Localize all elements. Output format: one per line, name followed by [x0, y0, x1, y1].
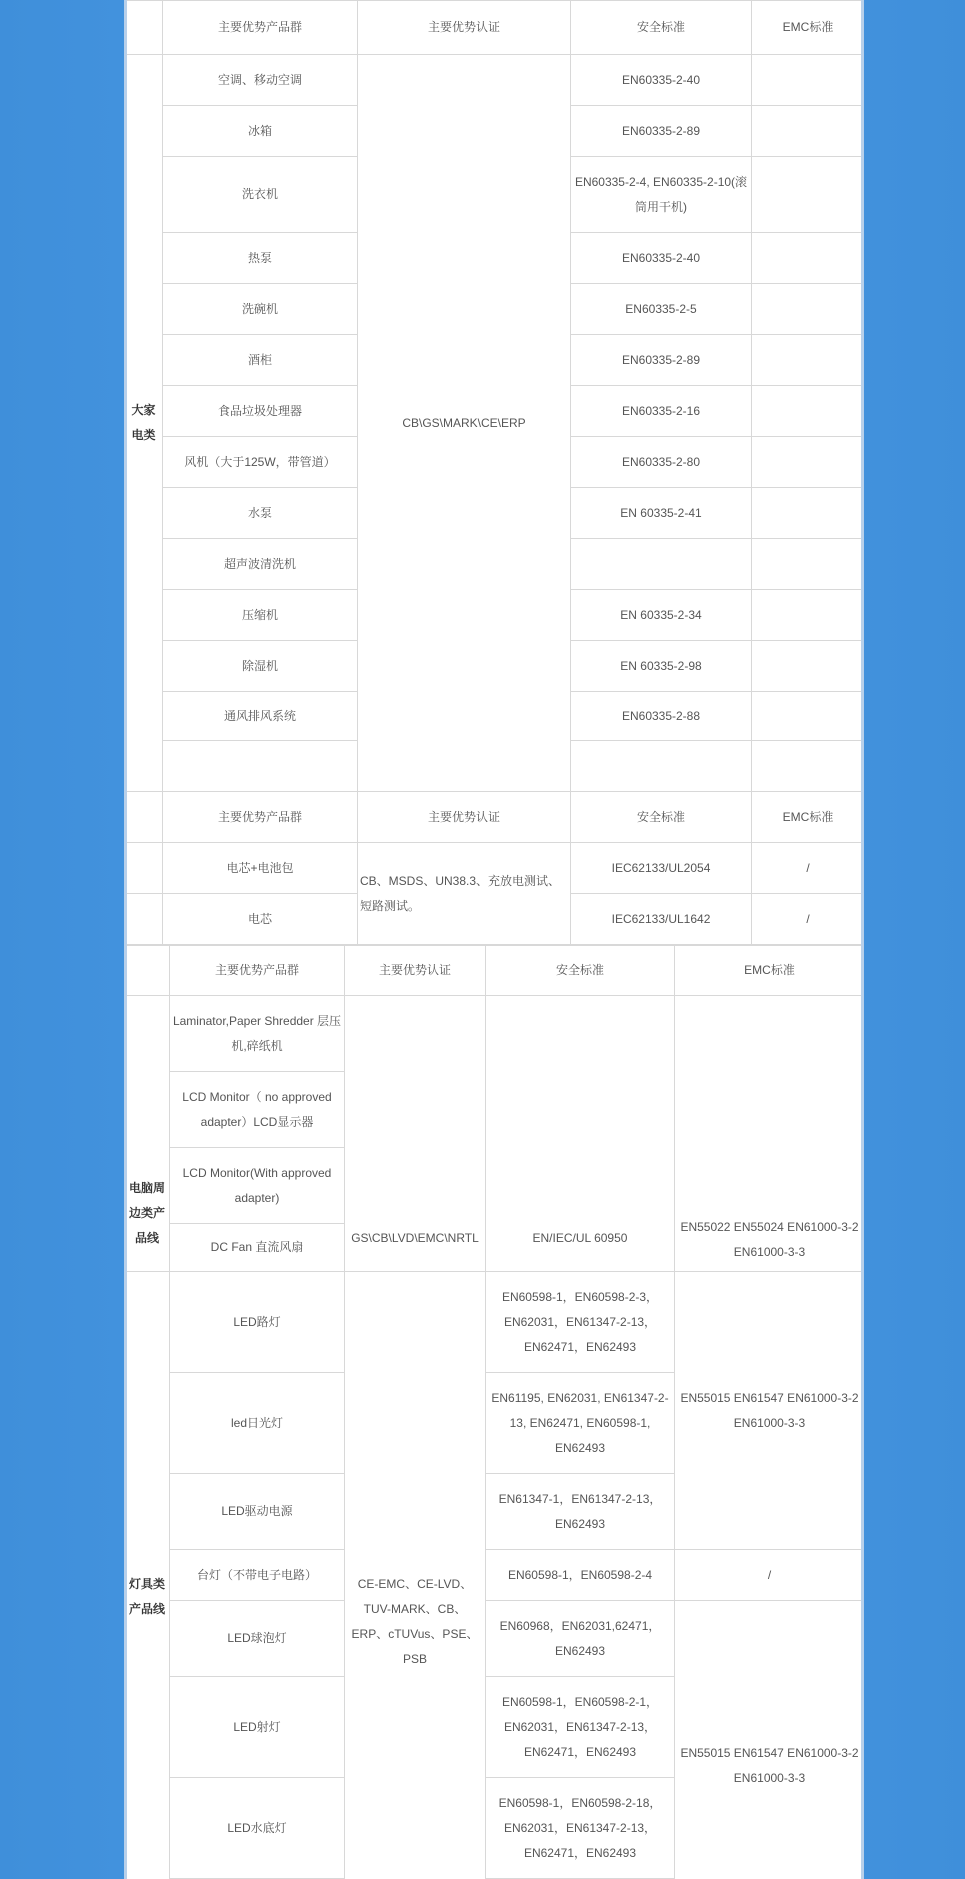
- product-cell: LED驱动电源: [170, 1474, 345, 1550]
- table-row: [125, 996, 865, 1072]
- cert-cell: CB\GS\MARK\CE\ERP: [358, 55, 571, 792]
- emc-cell: [752, 641, 865, 692]
- emc-cell: [752, 590, 865, 641]
- group-label: 电脑周边类产品线: [125, 996, 170, 1272]
- product-cell: 电芯: [163, 894, 358, 945]
- emc-cell: [752, 55, 865, 106]
- emc-cell: EN55022 EN55024 EN61000-3-2 EN61000-3-3: [675, 996, 865, 1272]
- product-cell: LED射灯: [170, 1677, 345, 1778]
- header-cert: 主要优势认证: [358, 1, 571, 55]
- cert-cell: GS\CB\LVD\EMC\NRTL: [345, 996, 486, 1272]
- product-cell: 除湿机: [163, 641, 358, 692]
- product-cell: LCD Monitor(With approved adapter): [170, 1148, 345, 1224]
- safety-cell: EN60335-2-89: [571, 106, 752, 157]
- header-product: 主要优势产品群: [170, 946, 345, 996]
- product-cell: DC Fan 直流风扇: [170, 1224, 345, 1272]
- product-cell: 洗碗机: [163, 284, 358, 335]
- product-cell: 酒柜: [163, 335, 358, 386]
- header-emc: EMC标准: [752, 792, 865, 843]
- emc-cell: [752, 386, 865, 437]
- header-cert: 主要优势认证: [358, 792, 571, 843]
- header-cert: 主要优势认证: [345, 946, 486, 996]
- table-row: [125, 1601, 865, 1677]
- safety-cell: EN60335-2-16: [571, 386, 752, 437]
- emc-cell: EN55015 EN61547 EN61000-3-2 EN61000-3-3: [675, 1272, 865, 1550]
- emc-cell: [752, 335, 865, 386]
- header-safety: 安全标准: [571, 792, 752, 843]
- safety-cell: [571, 539, 752, 590]
- header-row: [125, 792, 865, 843]
- table-row: [125, 1272, 865, 1373]
- product-cell: LCD Monitor（ no approved adapter）LCD显示器: [170, 1072, 345, 1148]
- emc-cell: [752, 233, 865, 284]
- safety-cell: IEC62133/UL1642: [571, 894, 752, 945]
- product-cell: LED球泡灯: [170, 1601, 345, 1677]
- group-blank: [125, 843, 163, 894]
- safety-cell: IEC62133/UL2054: [571, 843, 752, 894]
- safety-cell: EN/IEC/UL 60950: [486, 996, 675, 1272]
- safety-cell: EN 60335-2-98: [571, 641, 752, 692]
- product-cell: 冰箱: [163, 106, 358, 157]
- emc-cell: [752, 284, 865, 335]
- appliance-table: [124, 0, 864, 945]
- safety-cell: EN60335-2-80: [571, 437, 752, 488]
- document-page: [124, 0, 864, 1879]
- safety-cell: EN60335-2-88: [571, 692, 752, 741]
- peripheral-lighting-table: [124, 945, 864, 1879]
- header-emc: EMC标准: [675, 946, 865, 996]
- emc-cell: [752, 692, 865, 741]
- product-cell: led日光灯: [170, 1373, 345, 1474]
- emc-cell: [752, 106, 865, 157]
- product-cell: 电芯+电池包: [163, 843, 358, 894]
- product-cell: 热泵: [163, 233, 358, 284]
- safety-cell: EN60598-1，EN60598-2-3，EN62031，EN61347-2-13，EN62471，EN62493: [486, 1272, 675, 1373]
- emc-cell: /: [752, 894, 865, 945]
- safety-cell: EN60335-2-40: [571, 233, 752, 284]
- product-cell: 通风排风系统: [163, 692, 358, 741]
- emc-cell: /: [675, 1550, 865, 1601]
- table-row: [125, 1550, 865, 1601]
- header-row: [125, 946, 865, 996]
- safety-cell: EN60335-2-5: [571, 284, 752, 335]
- safety-cell: EN61347-1，EN61347-2-13，EN62493: [486, 1474, 675, 1550]
- emc-cell: EN55015 EN61547 EN61000-3-2 EN61000-3-3: [675, 1601, 865, 1879]
- group-blank: [125, 894, 163, 945]
- table-row: [125, 55, 865, 106]
- safety-cell: [571, 741, 752, 792]
- emc-cell: [752, 741, 865, 792]
- group-label: 灯具类产品线: [125, 1272, 170, 1879]
- cert-cell: CE-EMC、CE-LVD、TUV-MARK、CB、ERP、cTUVus、PSE、PSB: [345, 1272, 486, 1879]
- product-cell: 风机（大于125W，带管道）: [163, 437, 358, 488]
- header-product: 主要优势产品群: [163, 792, 358, 843]
- emc-cell: [752, 157, 865, 233]
- header-safety: 安全标准: [571, 1, 752, 55]
- safety-cell: EN60335-2-4, EN60335-2-10(滚筒用干机): [571, 157, 752, 233]
- safety-cell: EN60335-2-89: [571, 335, 752, 386]
- emc-cell: /: [752, 843, 865, 894]
- header-blank: [125, 946, 170, 996]
- product-cell: Laminator,Paper Shredder 层压机,碎纸机: [170, 996, 345, 1072]
- product-cell: 食品垃圾处理器: [163, 386, 358, 437]
- safety-cell: EN60968，EN62031,62471，EN62493: [486, 1601, 675, 1677]
- product-cell: 空调、移动空调: [163, 55, 358, 106]
- group-label: 大家电类: [125, 55, 163, 792]
- product-cell: LED路灯: [170, 1272, 345, 1373]
- safety-cell: EN 60335-2-41: [571, 488, 752, 539]
- safety-cell: EN 60335-2-34: [571, 590, 752, 641]
- product-cell: 水泵: [163, 488, 358, 539]
- safety-cell: EN60335-2-40: [571, 55, 752, 106]
- product-cell: 超声波清洗机: [163, 539, 358, 590]
- header-safety: 安全标准: [486, 946, 675, 996]
- product-cell: [163, 741, 358, 792]
- header-blank: [125, 1, 163, 55]
- product-cell: LED水底灯: [170, 1778, 345, 1879]
- emc-cell: [752, 539, 865, 590]
- header-row: [125, 1, 865, 55]
- header-emc: EMC标准: [752, 1, 865, 55]
- safety-cell: EN60598-1，EN60598-2-18，EN62031，EN61347-2-13，EN62471，EN62493: [486, 1778, 675, 1879]
- header-blank: [125, 792, 163, 843]
- safety-cell: EN60598-1，EN60598-2-4: [486, 1550, 675, 1601]
- table-row: [125, 843, 865, 894]
- emc-cell: [752, 488, 865, 539]
- cert-cell: CB、MSDS、UN38.3、充放电测试、短路测试。: [358, 843, 571, 945]
- product-cell: 洗衣机: [163, 157, 358, 233]
- product-cell: 压缩机: [163, 590, 358, 641]
- safety-cell: EN60598-1，EN60598-2-1，EN62031，EN61347-2-13，EN62471，EN62493: [486, 1677, 675, 1778]
- header-product: 主要优势产品群: [163, 1, 358, 55]
- safety-cell: EN61195, EN62031, EN61347-2-13, EN62471, EN60598-1, EN62493: [486, 1373, 675, 1474]
- product-cell: 台灯（不带电子电路）: [170, 1550, 345, 1601]
- emc-cell: [752, 437, 865, 488]
